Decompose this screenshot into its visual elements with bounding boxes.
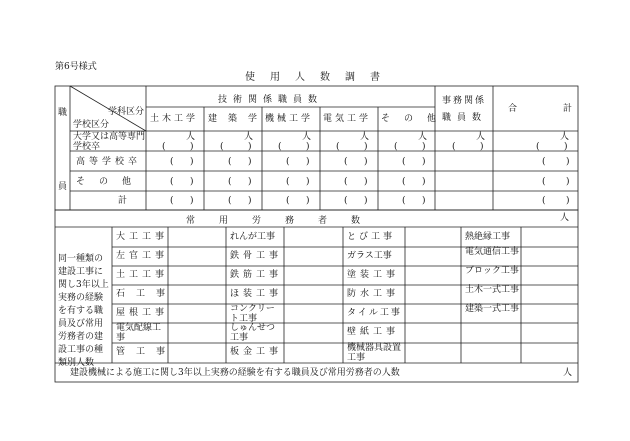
- paren-close: ): [306, 177, 310, 187]
- work-type-tile: タイル工事: [347, 308, 402, 318]
- paren-close: ): [566, 177, 570, 187]
- unit-civil: 人: [186, 132, 196, 142]
- work-type-painting: 塗装工事: [347, 270, 400, 280]
- work-type-civil-general: 土木一式工事: [465, 285, 520, 295]
- regular-workers-unit: 人: [560, 213, 570, 223]
- paren-close: ): [422, 177, 426, 187]
- paren-open: (: [228, 157, 232, 167]
- paren-close: ): [248, 196, 252, 206]
- paren-close: ): [190, 142, 194, 152]
- side-label-top: 職: [58, 108, 68, 118]
- row-label-other: その他: [76, 177, 146, 187]
- paren-open: (: [344, 177, 348, 187]
- paren-open: (: [170, 177, 174, 187]
- diagonal-header-subject: 学科区分: [108, 107, 145, 117]
- work-type-dredging: しゅんせつ工事: [230, 323, 276, 343]
- paren-open: (: [402, 177, 406, 187]
- regular-workers-header: 常用労務者数: [186, 216, 385, 226]
- work-type-stonework: 石工事: [116, 289, 177, 299]
- paren-open: (: [542, 177, 546, 187]
- work-type-earthwork: 土工工事: [116, 270, 169, 280]
- paren-open: (: [394, 142, 398, 152]
- side-label-bottom: 員: [58, 182, 68, 192]
- work-type-concrete: コンクリート工事: [230, 304, 275, 324]
- paren-open: (: [228, 177, 232, 187]
- diagonal-header-school: 学校区分: [73, 120, 110, 130]
- work-type-carpentry: 大工工事: [116, 232, 169, 242]
- unit-electrical: 人: [360, 132, 370, 142]
- paren-close: ): [422, 142, 426, 152]
- paren-close: ): [306, 142, 310, 152]
- row-label-university: 大学又は高等専門学校卒: [73, 132, 146, 152]
- paren-close: ): [190, 157, 194, 167]
- paren-close: ): [566, 196, 570, 206]
- paren-open: (: [278, 142, 282, 152]
- work-type-block: ブロック工事: [465, 266, 519, 276]
- paren-close: ): [190, 196, 194, 206]
- paren-close: ): [564, 142, 568, 152]
- paren-open: (: [344, 196, 348, 206]
- subject-electrical: 電気工学: [323, 114, 372, 124]
- work-type-building-general: 建築一式工事: [465, 304, 520, 314]
- machinery-experience-label: 建設機械による施工に関し3年以上実務の経験を有する職員及び常用労務者の人数: [70, 368, 400, 378]
- tech-staff-header: 技術関係職員数: [218, 95, 324, 105]
- work-type-scaffolding: とび工事: [347, 232, 396, 242]
- unit-mechanical: 人: [302, 132, 312, 142]
- row-label-highschool: 高等学校卒: [76, 157, 142, 167]
- paren-close: ): [306, 157, 310, 167]
- office-staff-header-1: 事務関係: [442, 96, 487, 106]
- paren-open: (: [336, 142, 340, 152]
- subject-civil: 土木工学: [150, 114, 199, 124]
- paren-close: ): [422, 157, 426, 167]
- total-header: 合計: [508, 104, 619, 114]
- unit-architecture: 人: [244, 132, 254, 142]
- paren-open: (: [402, 157, 406, 167]
- paren-open: (: [286, 196, 290, 206]
- paren-close: ): [364, 157, 368, 167]
- paren-open: (: [286, 157, 290, 167]
- work-type-sheet-metal: 板金工事: [230, 347, 283, 357]
- paren-close: ): [422, 196, 426, 206]
- subject-mechanical: 機械工学: [265, 114, 314, 124]
- work-type-wallpaper: 壁紙工事: [347, 327, 400, 337]
- paren-open: (: [402, 196, 406, 206]
- paren-close: ): [190, 177, 194, 187]
- work-type-electrical-wiring: 電気配線工事: [116, 323, 162, 343]
- form-number: 第6号様式: [55, 62, 97, 72]
- work-type-piping: 管工事: [116, 347, 177, 357]
- paren-open: (: [542, 196, 546, 206]
- paren-open: (: [286, 177, 290, 187]
- paren-close: ): [248, 177, 252, 187]
- document-title: 使用人数調書: [245, 72, 395, 83]
- work-type-telecom: 電気通信工事: [465, 247, 520, 257]
- work-type-rebar: 鉄筋工事: [230, 270, 283, 280]
- unit-total: 人: [560, 132, 570, 142]
- paren-open: (: [542, 157, 546, 167]
- paren-close: ): [480, 142, 484, 152]
- paren-open: (: [344, 157, 348, 167]
- paren-open: (: [162, 142, 166, 152]
- unit-other: 人: [418, 132, 428, 142]
- paren-close: ): [364, 142, 368, 152]
- paren-open: (: [452, 142, 456, 152]
- paren-close: ): [248, 142, 252, 152]
- work-type-brick: れんが工事: [230, 232, 276, 242]
- paren-close: ): [306, 196, 310, 206]
- work-type-steel-frame: 鉄骨工事: [230, 251, 283, 261]
- experience-side-label: 同一種類の建設工事に関し3年以上実務の経験を有する職員及び常用労務者の建設工事の種類別人数: [58, 254, 109, 368]
- paren-open: (: [228, 196, 232, 206]
- work-type-machinery-installation: 機械器具設置工事: [347, 343, 402, 363]
- unit-office: 人: [476, 132, 486, 142]
- work-type-waterproofing: 防水工事: [347, 289, 400, 299]
- row-label-subtotal: 計: [118, 196, 128, 206]
- work-type-glass: ガラス工事: [347, 251, 392, 261]
- work-type-insulation: 熱絶縁工事: [465, 232, 511, 242]
- paren-close: ): [364, 177, 368, 187]
- work-type-plastering: 左官工事: [116, 251, 169, 261]
- subject-architecture: 建築学: [208, 114, 269, 124]
- paren-close: ): [566, 157, 570, 167]
- work-type-paving: ほ装工事: [230, 289, 283, 299]
- paren-open: (: [170, 196, 174, 206]
- paren-open: (: [536, 142, 540, 152]
- office-staff-header-2: 職員数: [442, 113, 488, 123]
- paren-open: (: [220, 142, 224, 152]
- subject-other: その他: [381, 114, 451, 124]
- paren-close: ): [248, 157, 252, 167]
- paren-close: ): [364, 196, 368, 206]
- machinery-experience-unit: 人: [563, 368, 573, 378]
- paren-open: (: [170, 157, 174, 167]
- work-type-roofing: 屋根工事: [116, 308, 169, 318]
